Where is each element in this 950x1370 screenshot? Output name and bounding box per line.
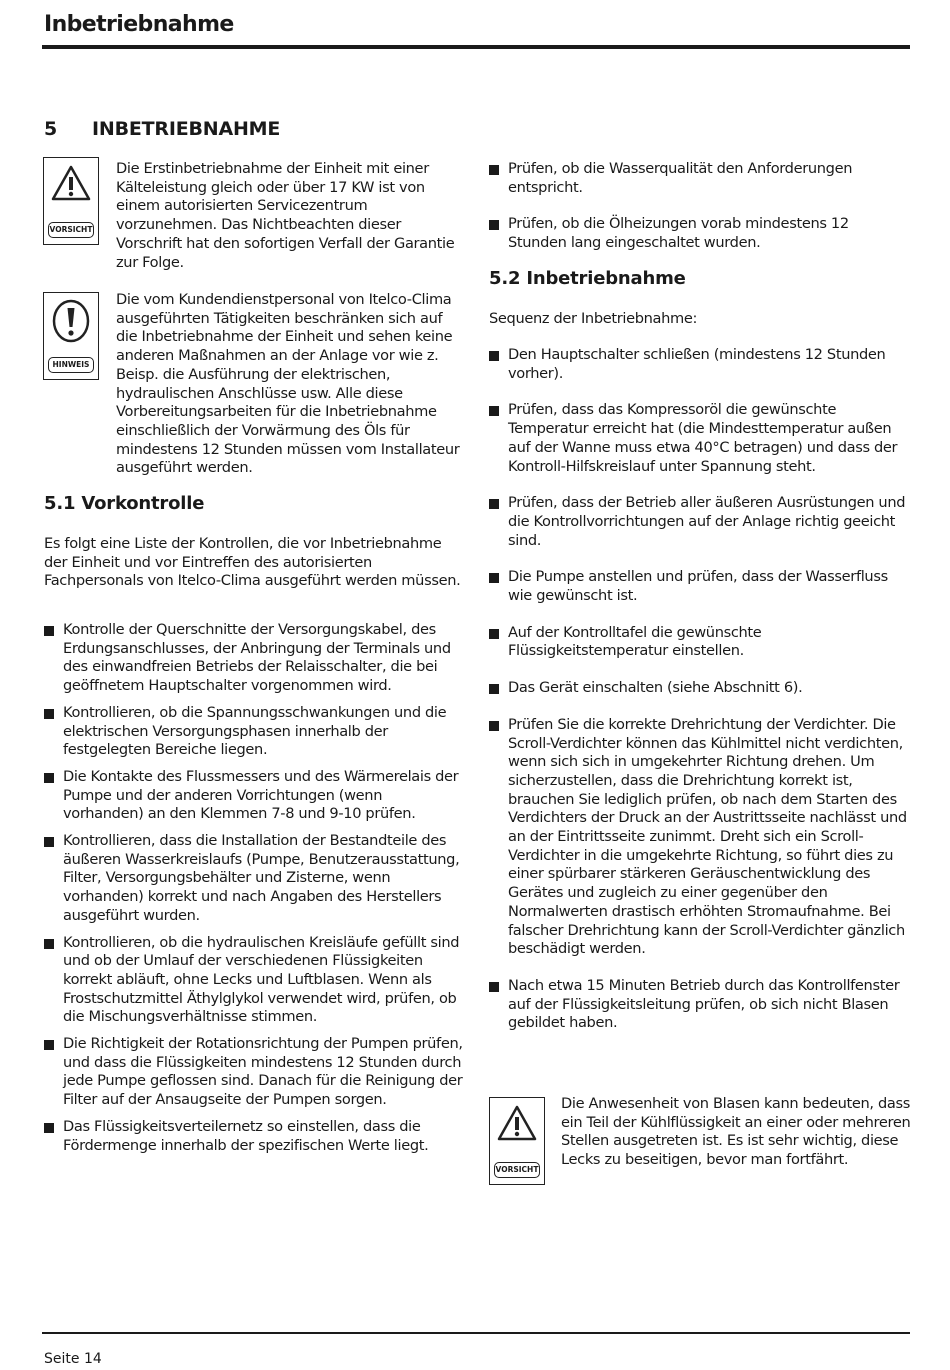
bullet-square-icon [489, 982, 499, 992]
list-item: Den Hauptschalter schließen (mindestens 12 Stunden vorher). [489, 346, 911, 383]
section-5-1-heading: 5.1 Vorkontrolle [44, 493, 205, 514]
footer-rule [42, 1332, 910, 1334]
vorkontrolle-list [44, 621, 464, 1155]
vorsicht-label: VORSICHT [48, 222, 94, 238]
warning-triangle-icon [497, 1104, 537, 1142]
list-item: Prüfen Sie die korrekte Drehrichtung der Verdichter. Die Scroll-Verdichter können das Kühlmittel nicht verdichten, wenn sich sich in umgekehrter Richtung drehen. Um sicherzustellen, dass die Drehrichtung korrekt ist, brauchen Sie lediglich prüfen, ob nach dem Starten des Verdichters der Druck an der Austrittsseite nachlässt und an der Eintrittsseite zunimmt. Dreht sich ein Scroll-Verdichter in die umgekehrte Richtung, so führt dies zu einer spürbarer stärkeren Geräuschentwicklung des Gerätes und zugleich zu einer gegenüber den Normalwerten drastisch erhöhten Stromaufnahme. Bei falscher Drehrichtung kann der Scroll-Verdichter gänzlich beschädigt werden. [489, 716, 911, 959]
list-item: Das Flüssigkeitsverteilernetz so einstellen, dass die Fördermenge innerhalb der spezifischen Werte liegt. [44, 1118, 464, 1155]
chapter-heading [44, 118, 280, 140]
header-rule [42, 45, 910, 49]
vorsicht-warning-box [43, 157, 99, 245]
bullet-square-icon [489, 573, 499, 583]
pruef-list-top [489, 160, 911, 253]
bullet-square-icon [489, 406, 499, 416]
list-item: Auf der Kontrolltafel die gewünschte Flüssigkeitstemperatur einstellen. [489, 624, 911, 661]
exclamation-circle-icon [51, 299, 91, 343]
hinweis-notice-text: Die vom Kundendienstpersonal von Itelco-Clima ausgeführten Tätigkeiten beschränken sich auf die Inbetriebnahme der Einheit und sehen keine anderen Maßnahmen an der Anlage vor wie z. Beisp. die Ausführung der elektrischen, hydraulischen Anschlüsse usw. Alle diese Vorbereitungsarbeiten für die Inbetriebnahme einschließlich der Vorwärmung des Öls für mindestens 12 Stunden müssen vom Installateur ausgeführt werden. [116, 291, 460, 477]
section-5-2-intro: Sequenz der Inbetriebnahme: [489, 310, 698, 327]
chapter-title: INBETRIEBNAHME [92, 118, 281, 140]
section-5-2-heading: 5.2 Inbetriebnahme [489, 268, 686, 289]
bullet-square-icon [489, 165, 499, 175]
bullet-square-icon [44, 939, 54, 949]
bullet-square-icon [44, 773, 54, 783]
list-item: Kontrollieren, dass die Installation der Bestandteile des äußeren Wasserkreislaufs (Pumpe, Benutzerausstattung, Filter, Versorgungsbehälter und Zisterne, wenn vorhanden) korrekt und nach Angaben des Herstellers ausgeführt wurden. [44, 832, 464, 926]
page-number: Seite 14 [44, 1351, 102, 1367]
list-item: Die Richtigkeit der Rotationsrichtung der Pumpen prüfen, und dass die Flüssigkeiten mindestens 12 Stunden durch jede Pumpe geflossen sind. Danach für die Reinigung der Filter auf der Ansaugseite der Pumpen sorgen. [44, 1035, 464, 1110]
inbetriebnahme-list [489, 346, 911, 1033]
hinweis-notice-box [43, 292, 99, 380]
section-5-1-intro: Es folgt eine Liste der Kontrollen, die vor Inbetriebnahme der Einheit und vor Eintreffen des autorisierten Fachpersonals von Itelco-Clima ausgeführt werden müssen. [44, 535, 461, 590]
bullet-square-icon [489, 684, 499, 694]
list-item: Die Kontakte des Flussmessers und des Wärmerelais der Pumpe und der anderen Vorrichtungen (wenn vorhanden) an den Klemmen 7-8 und 9-10 prüfen. [44, 768, 464, 824]
bullet-square-icon [489, 220, 499, 230]
bullet-square-icon [44, 709, 54, 719]
vorsicht-notice-text-2: Die Anwesenheit von Blasen kann bedeuten, dass ein Teil der Kühlflüssigkeit an einer oder mehreren Stellen ausgetreten ist. Es ist sehr wichtig, diese Lecks zu beseitigen, bevor man fortfährt. [561, 1095, 911, 1169]
list-item: Nach etwa 15 Minuten Betrieb durch das Kontrollfenster auf der Flüssigkeitsleitung prüfen, ob sich nicht Blasen gebildet haben. [489, 977, 911, 1033]
bullet-square-icon [489, 721, 499, 731]
bullet-square-icon [489, 629, 499, 639]
list-item: Kontrollieren, ob die Spannungsschwankungen und die elektrischen Versorgungsphasen innerhalb der festgelegten Bereiche liegen. [44, 704, 464, 760]
list-item: Prüfen, ob die Ölheizungen vorab mindestens 12 Stunden lang eingeschaltet wurden. [489, 215, 911, 252]
bullet-square-icon [44, 1123, 54, 1133]
hinweis-label: HINWEIS [48, 357, 94, 373]
list-item: Das Gerät einschalten (siehe Abschnitt 6). [489, 679, 911, 698]
bullet-square-icon [44, 1040, 54, 1050]
list-item: Prüfen, dass das Kompressoröl die gewünschte Temperatur erreicht hat (die Mindesttemperatur außen auf der Wanne muss etwa 40°C betragen) und dass der Kontroll-Hilfskreislauf unter Spannung steht. [489, 401, 911, 476]
bullet-square-icon [489, 351, 499, 361]
vorsicht-notice-text: Die Erstinbetriebnahme der Einheit mit einer Kälteleistung gleich oder über 17 KW ist von einem autorisierten Servicezentrum vorzunehmen. Das Nichtbeachten dieser Vorschrift hat den sofortigen Verfall der Garantie zur Folge. [116, 160, 455, 271]
list-item: Die Pumpe anstellen und prüfen, dass der Wasserfluss wie gewünscht ist. [489, 568, 911, 605]
list-item: Kontrolle der Querschnitte der Versorgungskabel, des Erdungsanschlusses, der Anbringung der Terminals und des einwandfreien Betriebs der Relaisschalter, die bei geöffnetem Hauptschalter vorgenommen wird. [44, 621, 464, 696]
warning-triangle-icon [51, 164, 91, 202]
bullet-square-icon [489, 499, 499, 509]
list-item: Prüfen, dass der Betrieb aller äußeren Ausrüstungen und die Kontrollvorrichtungen auf der Anlage richtig geeicht sind. [489, 494, 911, 550]
chapter-number: 5 [44, 118, 58, 140]
vorsicht-label: VORSICHT [494, 1162, 540, 1178]
bullet-square-icon [44, 626, 54, 636]
vorsicht-warning-box-2 [489, 1097, 545, 1185]
list-item: Prüfen, ob die Wasserqualität den Anforderungen entspricht. [489, 160, 911, 197]
bullet-square-icon [44, 837, 54, 847]
page-header-title: Inbetriebnahme [44, 12, 234, 37]
list-item: Kontrollieren, ob die hydraulischen Kreisläufe gefüllt sind und ob der Umlauf der verschiedenen Flüssigkeiten korrekt abläuft, ohne Lecks und Luftblasen. Wenn als Frostschutzmittel Äthylglykol verwendet wird, prüfen, ob die Mischungsverhältnisse stimmen. [44, 934, 464, 1028]
